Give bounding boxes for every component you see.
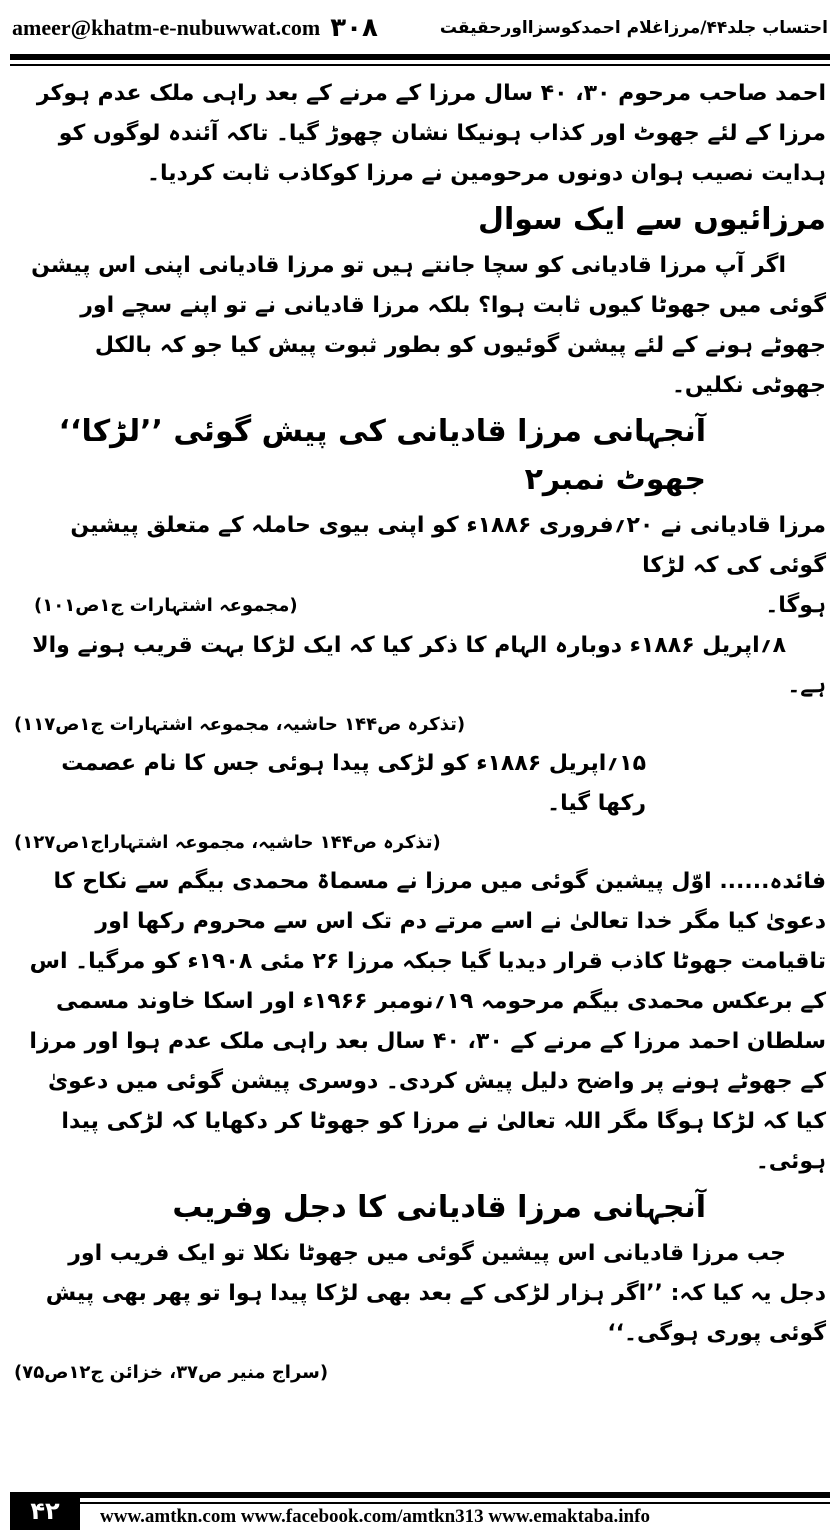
paragraph-4: ۸؍اپریل ۱۸۸۶ء دوبارہ الہام کا ذکر کیا کہ ایک لڑکا بہت قریب ہونے والا ہے۔ xyxy=(32,633,826,698)
page-footer xyxy=(10,1492,830,1534)
paragraph-3-end-row xyxy=(14,586,826,626)
heading-question: مرزائیوں سے ایک سوال xyxy=(477,202,826,237)
footer-page-box: ۴۲ xyxy=(10,1492,80,1530)
paragraph-1: احمد صاحب مرحوم ۳۰، ۴۰ سال مرزا کے مرنے کے بعد راہی ملک عدم ہوکر مرزا کے لئے جھوٹ اور کذاب ہونیکا نشان چھوڑ گیا۔ تاکہ آئندہ لوگوں کو ہدایت نصیب ہوان دونوں مرحومین نے مرزا کوکاذب ثابت کردیا۔ xyxy=(36,81,826,186)
header-book-title: احتساب جلد۴۴/مرزاغلام احمدکوسزااورحقیقت xyxy=(439,18,828,38)
page-content xyxy=(14,74,826,1392)
heading-deception: آنجہانی مرزا قادیانی کا دجل وفریب xyxy=(172,1190,706,1225)
paragraph-3-end: ہوگا۔ xyxy=(765,593,826,618)
header-rule-thin xyxy=(10,64,830,66)
paragraph-2: اگر آپ مرزا قادیانی کو سچا جانتے ہیں تو مرزا قادیانی اپنی اس پیشن گوئی میں جھوٹا کیوں ثابت ہوا؟ بلکہ مرزا قادیانی نے تو اپنے سچے اور جھوٹے ہونے کے لئے پیشن گوئیوں کو بطور ثبوت پیش کیا جو کہ بالکل جھوٹی نکلیں۔ xyxy=(31,253,826,398)
footer-rule-thick xyxy=(80,1492,830,1498)
header-email: ameer@khatm-e-nubuwwat.com xyxy=(12,15,321,40)
reference-1: (مجموعہ اشتہارات ج۱ص۱۰۱) xyxy=(34,595,298,616)
header-left xyxy=(12,13,378,43)
header-page-number: ۳۰۸ xyxy=(330,13,378,43)
paragraph-5: ۱۵؍اپریل ۱۸۸۶ء کو لڑکی پیدا ہوئی جس کا نام عصمت رکھا گیا۔ xyxy=(61,751,646,816)
header-rule-thick xyxy=(10,54,830,60)
reference-3: (تذکرہ ص۱۴۴ حاشیہ، مجموعہ اشتہاراج۱ص۱۲۷) xyxy=(14,832,441,853)
page-header xyxy=(12,8,828,48)
footer-rule-thin xyxy=(80,1502,830,1504)
reference-4: (سراج منیر ص۳۷، خزائن ج۱۲ص۷۵) xyxy=(14,1362,329,1383)
paragraph-6: فائدہ...... اوّل پیشین گوئی میں مرزا نے مسماۃ محمدی بیگم سے نکاح کا دعویٰ کیا مگر خدا تعالیٰ نے اسے مرتے دم تک اس سے محروم رکھا اور تاقیامت جھوٹا کاذب قرار دیدیا گیا جبکہ مرزا ۲۶ مئی ۱۹۰۸ء کو مرگیا۔ اس کے برعکس محمدی بیگم مرحومہ ۱۹؍نومبر ۱۹۶۶ء اور اسکا خاوند مسمی سلطان احمد مرزا کے مرنے کے ۳۰، ۴۰ سال بعد راہی ملک عدم ہوا اور مرزا کے جھوٹے ہونے پر واضح دلیل پیش کردی۔ دوسری پیشن گوئی میں دعویٰ کیا کہ لڑکا ہوگا مگر اللہ تعالیٰ نے مرزا کو جھوٹا کر دکھایا کہ لڑکی پیدا ہوئی۔ xyxy=(29,869,826,1174)
paragraph-3: مرزا قادیانی نے ۲۰؍فروری ۱۸۸۶ء کو اپنی بیوی حاملہ کے متعلق پیشین گوئی کی کہ لڑکا xyxy=(70,513,826,578)
footer-links: www.amtkn.com www.facebook.com/amtkn313 www.emaktaba.info xyxy=(100,1506,650,1527)
paragraph-7: جب مرزا قادیانی اس پیشین گوئی میں جھوٹا نکلا تو ایک فریب اور دجل یہ کیا کہ: ’’اگر ہزار لڑکی کے بعد بھی لڑکا پیدا ہوا تو پھر بھی پیش گوئی پوری ہوگی۔‘‘ xyxy=(45,1241,826,1346)
reference-2: (تذکرہ ص۱۴۴ حاشیہ، مجموعہ اشتہارات ج۱ص۱۱۷) xyxy=(14,714,466,735)
heading-prophecy: آنجہانی مرزا قادیانی کی پیش گوئی ’’لڑکا‘‘ جھوٹ نمبر۲ xyxy=(58,414,706,497)
